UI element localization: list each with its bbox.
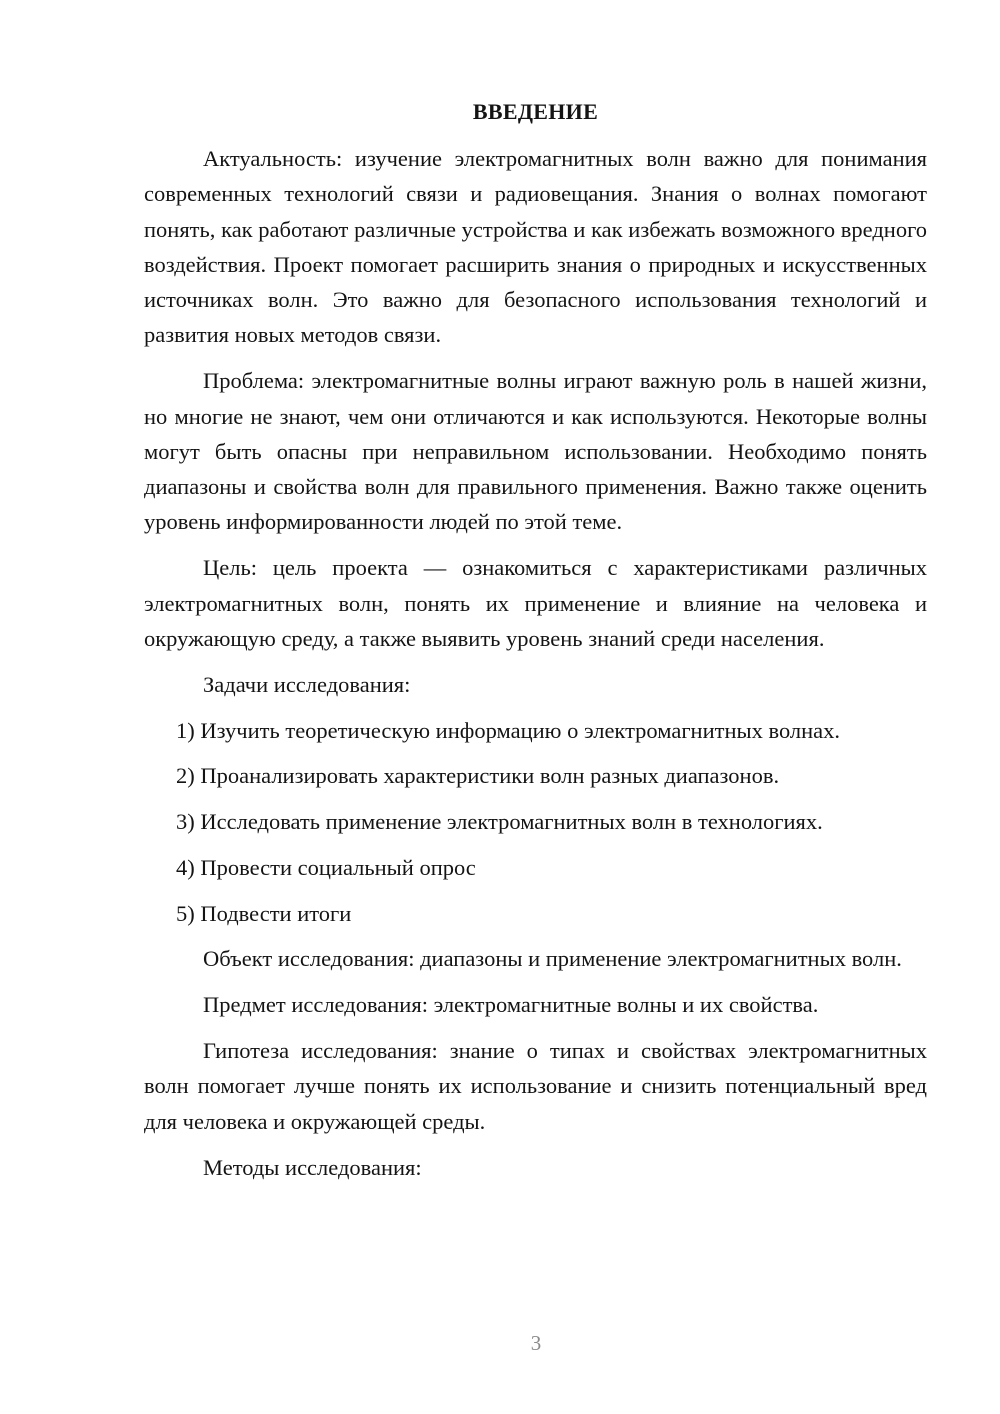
section-title: ВВЕДЕНИЕ <box>472 99 599 124</box>
hypothesis-paragraph: Гипотеза исследования: знание о типах и свойствах электромагнитных волн помогает лучше понять их использование и снизить потенциальный вред для человека и окружающей среды. <box>144 1038 927 1134</box>
task-item: 2) Проанализировать характеристики волн разных диапазонов. <box>176 763 780 789</box>
object-paragraph: Объект исследования: диапазоны и применение электромагнитных волн. <box>203 946 902 972</box>
goal-paragraph: Цель: цель проекта — ознакомиться с характеристиками различных электромагнитных волн, понять их применение и влияние на человека и окружающую среду, а также выявить уровень знаний среди населения. <box>144 555 927 651</box>
page-number: 3 <box>530 1331 542 1355</box>
page-content <box>144 94 927 1195</box>
task-item: 5) Подвести итоги <box>176 900 352 926</box>
problem-paragraph: Проблема: электромагнитные волны играют важную роль в нашей жизни, но многие не знают, чем они отличаются и как используются. Некоторые волны могут быть опасны при неправильном использовании. Необходимо понять диапазоны и свойства волн для правильного применения. Важно также оценить уровень информированности людей по этой теме. <box>144 368 927 535</box>
relevance-paragraph: Актуальность: изучение электромагнитных волн важно для понимания современных технологий связи и радиовещания. Знания о волнах помогают понять, как работают различные устройства и как избежать возможного вредного воздействия. Проект помогает расширить знания о природных и искусственных источниках волн. Это важно для безопасного использования технологий и развития новых методов связи. <box>144 146 927 348</box>
tasks-list <box>144 713 927 931</box>
task-item: 4) Провести социальный опрос <box>176 854 476 880</box>
task-item: 3) Исследовать применение электромагнитных волн в технологиях. <box>176 809 823 835</box>
subject-paragraph: Предмет исследования: электромагнитные волны и их свойства. <box>203 992 819 1018</box>
tasks-heading: Задачи исследования: <box>203 672 411 698</box>
methods-heading: Методы исследования: <box>203 1154 422 1180</box>
task-item: 1) Изучить теоретическую информацию о электромагнитных волнах. <box>176 717 841 743</box>
